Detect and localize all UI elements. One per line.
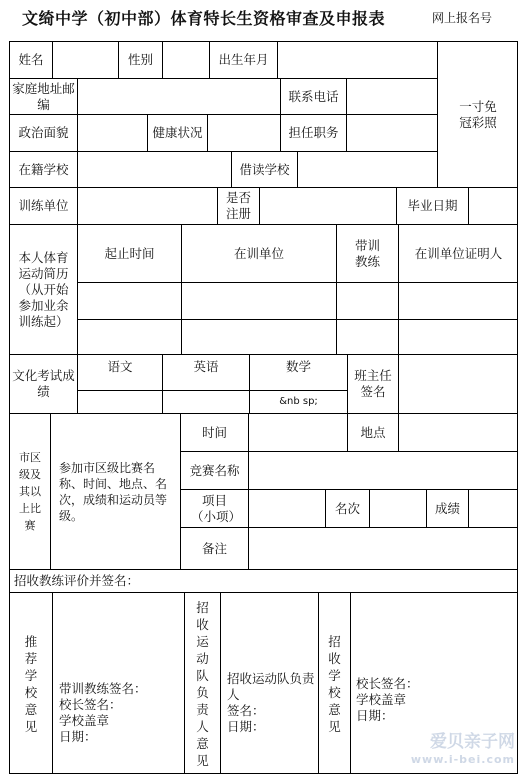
remarks-field[interactable] (248, 527, 518, 569)
culture-scores-label: 文化考试成绩 (9, 354, 77, 413)
study-school-label: 借读学校 (231, 151, 297, 187)
address-label: 家庭地址邮编 (9, 78, 77, 114)
history-witness-cell[interactable] (398, 282, 518, 319)
name-label: 姓名 (9, 41, 52, 78)
result-label: 成绩 (426, 489, 468, 527)
place-label: 地点 (347, 413, 398, 451)
registered-field[interactable] (259, 187, 396, 224)
rank-field[interactable] (369, 489, 426, 527)
coach-sign-block[interactable]: 带训教练签名： 校长签名： 学校盖章 日期： (52, 592, 184, 774)
registration-number-label: 网上报名号 (432, 11, 493, 25)
school-label: 在籍学校 (9, 151, 77, 187)
witness-header: 在训单位证明人 (398, 224, 518, 282)
principal-sign-block[interactable]: 校长签名： 学校盖章 日期： (350, 592, 518, 774)
coach-header: 带训教练 (336, 224, 398, 282)
time-field[interactable] (248, 413, 347, 451)
rank-label: 名次 (325, 489, 369, 527)
position-label: 担任职务 (280, 114, 346, 151)
district-competitions-label: 市区级及其以上比赛 (9, 413, 50, 569)
birth-label: 出生年月 (209, 41, 277, 78)
health-label: 健康状况 (147, 114, 207, 151)
competition-name-field[interactable] (248, 451, 518, 489)
gender-label: 性别 (118, 41, 162, 78)
chinese-header: 语文 (77, 354, 162, 390)
history-label: 本人体育运动简历（从开始参加业余训练起） (9, 224, 77, 354)
recommend-school-label: 推荐学校意见 (9, 592, 52, 774)
competition-description: 参加市区级比赛名称、时间、地点、名次，成绩和运动员等级。 (50, 413, 180, 569)
class-teacher-label: 班主任签名 (347, 354, 398, 413)
competition-name-label: 竞赛名称 (180, 451, 248, 489)
political-label: 政治面貌 (9, 114, 77, 151)
chinese-score-field[interactable] (77, 390, 162, 413)
math-score-field[interactable]: &nb sp; (249, 390, 347, 413)
history-coach-cell[interactable] (336, 282, 398, 319)
school-field[interactable] (77, 151, 231, 187)
english-header: 英语 (162, 354, 249, 390)
page-title: 文绮中学（初中部）体育特长生资格审查及申报表 (22, 9, 386, 28)
health-field[interactable] (207, 114, 280, 151)
position-field[interactable] (346, 114, 437, 151)
event-field[interactable] (248, 489, 325, 527)
watermark-line2: www.i-bei.com (410, 753, 515, 766)
math-header: 数学 (249, 354, 347, 390)
event-label: 项目（小项） (180, 489, 248, 527)
watermark-logo (411, 734, 515, 768)
history-coach-cell[interactable] (336, 319, 398, 354)
history-unit-cell[interactable] (181, 282, 336, 319)
team-sign-block[interactable]: 招收运动队负责人 签名： 日期： (220, 592, 318, 774)
name-field[interactable] (52, 41, 118, 78)
phone-field[interactable] (346, 78, 437, 114)
training-unit-label: 训练单位 (9, 187, 77, 224)
unit-header: 在训单位 (181, 224, 336, 282)
recruit-school-label: 招收学校意见 (318, 592, 350, 774)
history-unit-cell[interactable] (181, 319, 336, 354)
watermark-line1: 爱贝亲子网 (430, 732, 515, 752)
birth-field[interactable] (277, 41, 437, 78)
english-score-field[interactable] (162, 390, 249, 413)
graduation-label: 毕业日期 (396, 187, 468, 224)
time-label: 时间 (180, 413, 248, 451)
history-period-cell[interactable] (77, 319, 181, 354)
history-witness-cell[interactable] (398, 319, 518, 354)
class-teacher-sign-field[interactable] (398, 354, 518, 413)
registered-label: 是否注册 (217, 187, 259, 224)
address-field[interactable] (77, 78, 280, 114)
recruit-coach-eval-label: 招收教练评价并签名： (9, 569, 518, 592)
photo-box: 一寸免冠彩照 (437, 41, 518, 187)
remarks-label: 备注 (180, 527, 248, 569)
training-unit-field[interactable] (77, 187, 217, 224)
phone-label: 联系电话 (280, 78, 346, 114)
place-field[interactable] (398, 413, 518, 451)
political-field[interactable] (77, 114, 147, 151)
result-field[interactable] (468, 489, 518, 527)
study-school-field[interactable] (297, 151, 437, 187)
gender-field[interactable] (162, 41, 209, 78)
recruit-team-label: 招收运动队负责人意见 (184, 592, 220, 774)
graduation-field[interactable] (468, 187, 518, 224)
period-header: 起止时间 (77, 224, 181, 282)
history-period-cell[interactable] (77, 282, 181, 319)
